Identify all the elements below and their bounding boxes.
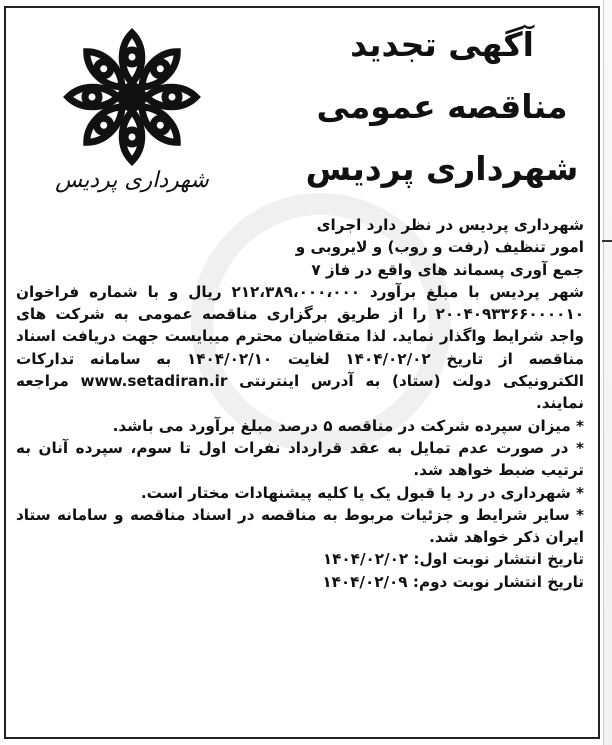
notice-title: [292, 14, 592, 200]
logo-caption: شهرداری پردیس: [55, 168, 209, 193]
second-publish-date: تاریخ انتشار نوبت دوم: ۱۴۰۴/۰۲/۰۹: [322, 572, 584, 591]
municipality-logo: [52, 22, 212, 222]
main-paragraph-end: مراجعه نمایند.: [16, 372, 584, 413]
intro-line-3: جمع آوری پسماند های واقع در فاز ۷: [311, 260, 584, 279]
intro-line-1: شهرداری پردیس در نظر دارد اجرای: [316, 216, 584, 234]
main-paragraph-text: شهر پردیس با مبلغ برآورد ۲۱۲،۳۸۹،۰۰۰،۰۰۰ ریال و با شماره فراخوان ۲۰۰۴۰۹۳۳۶۶۰۰۰۰۱۰ را از طریق برگزاری مناقصه عمومی به شرکت های واجد شرایط واگذار نماید. لذا متقاضیان محترم میبایست جهت دریافت اسناد مناقصه از تاریخ ۱۴۰۴/۰۲/۰۲ لغایت ۱۴۰۴/۰۲/۱۰ به سامانه تدارکات الکترونیکی دولت (ستاد) به آدرس اینترنتی: [16, 282, 584, 391]
main-paragraph: [16, 281, 584, 415]
website-link[interactable]: www.setadiran.ir: [80, 372, 228, 391]
bullet-forfeit: * در صورت عدم تمایل به عقد قرارداد نفرات اول تا سوم، سپرده آنان به ترتیب ضبط خواهد شد.: [16, 438, 584, 480]
page-edge-divider: [602, 240, 612, 242]
bullet-deposit: * میزان سپرده شرکت در مناقصه ۵ درصد مبلغ برآورد می باشد.: [112, 416, 584, 435]
title-line-3: شهرداری پردیس: [305, 149, 579, 188]
notice-body: [16, 214, 584, 593]
intro-block: [246, 214, 584, 281]
bullet-rights: * شهرداری در رد یا قبول یک یا کلیه پیشنهادات مختار است.: [140, 483, 584, 502]
flower-emblem-icon: [57, 22, 207, 172]
page-edge-strip: [603, 0, 612, 745]
first-publish-date: تاریخ انتشار نوبت اول: ۱۴۰۴/۰۲/۰۲: [322, 550, 584, 569]
publish-dates: [16, 548, 584, 593]
notice-frame: [4, 6, 600, 739]
intro-line-2: امور تنظیف (رفت و روب) و لایروبی و: [295, 238, 584, 257]
title-line-2: مناقصه عمومی: [316, 87, 568, 126]
title-line-1: آگهی تجدید: [350, 25, 534, 64]
notice-header: [12, 14, 592, 224]
bullet-details: * سایر شرایط و جزئیات مربوط به مناقصه در اسناد مناقصه و سامانه ستاد ایران ذکر خواهد شد.: [16, 505, 584, 547]
